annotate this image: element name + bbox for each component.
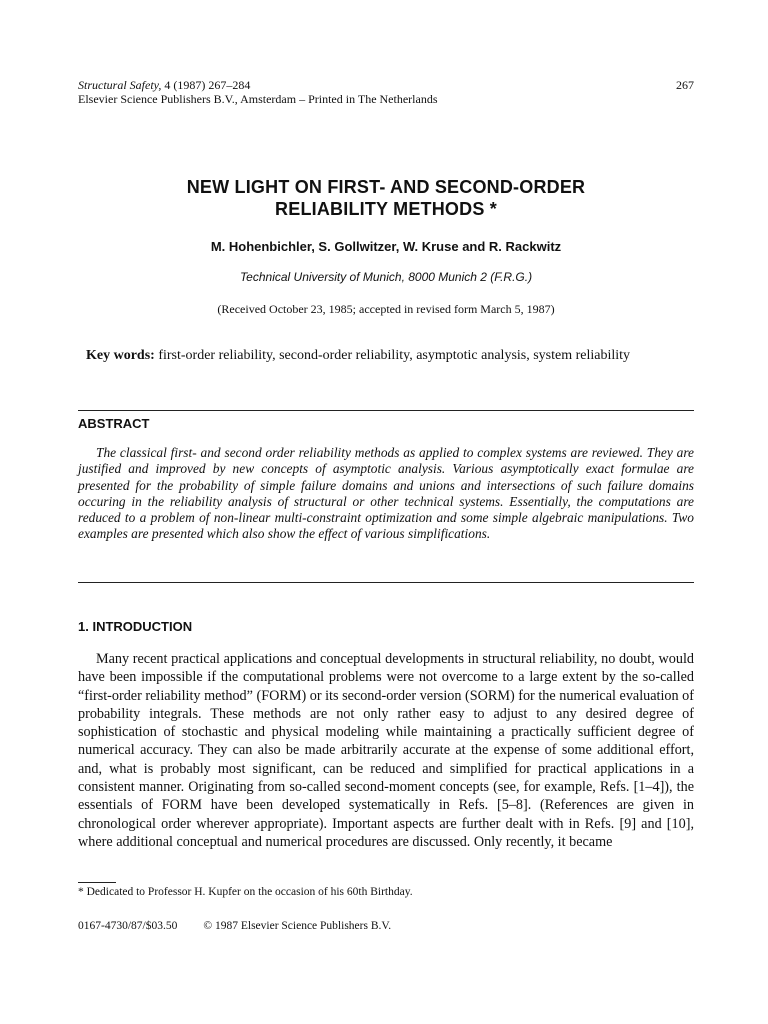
journal-citation-line — [78, 78, 694, 92]
title-line-1: NEW LIGHT ON FIRST- AND SECOND-ORDER — [186, 177, 586, 197]
abstract-heading: ABSTRACT — [78, 416, 150, 431]
journal-citation — [78, 78, 250, 92]
copyright-line — [78, 920, 391, 932]
journal-header — [78, 78, 694, 106]
abstract-top-rule — [78, 410, 694, 411]
received-dates: (Received October 23, 1985; accepted in revised form March 5, 1987) — [217, 302, 555, 316]
copyright: © 1987 Elsevier Science Publishers B.V. — [203, 920, 392, 932]
introduction-text: Many recent practical applications and conceptual developments in structural reliability, no doubt, would have been impossible if the computational problems were not overcome to a large extent by the so-called “first-order reliability method” (FORM) or its second-order version (SORM) for the numerical evaluation of probability integrals. These methods are not only rather easy to adjust to any desired degree of sophistication of stochastic and physical modeling while maintaining a practically sufficient degree of numerical accuracy. They can also be made arbitrarily accurate at the expense of some additional effort, and, what is probably most significant, can be reduced and simplified for practical applications in a consistent manner. Originating from so-called second-moment concepts (see, for example, Refs. [1–4]), the essentials of FORM have been developed systematically in Refs. [5–8]. (References are given in chronological order wherever appropriate). Important aspects are further dealt with in Refs. [9] and [10], where additional conceptual and numerical procedures are discussed. Only recently, it became — [78, 651, 694, 850]
author-list: M. Hohenbichler, S. Gollwitzer, W. Kruse and R. Rackwitz — [210, 239, 562, 254]
publisher-line: Elsevier Science Publishers B.V., Amsterdam – Printed in The Netherlands — [78, 92, 438, 106]
footnote: * Dedicated to Professor H. Kupfer on the occasion of his 60th Birthday. — [78, 886, 413, 898]
issn: 0167-4730/87/$03.50 — [78, 920, 178, 932]
footnote-rule — [78, 882, 116, 883]
keywords-text: first-order reliability, second-order reliability, asymptotic analysis, system reliability — [154, 348, 631, 363]
section-heading-introduction: 1. INTRODUCTION — [78, 619, 193, 634]
abstract-text: The classical first- and second order reliability methods as applied to complex systems are reviewed. They are justified and improved by new concepts of asymptotic analysis. Various asymptotically exact formulae are presented for the probability of simple failure domains and unions and intersections of such failure domains occuring in the reliability analysis of structural or other technical systems. Essentially, the computations are reduced to a problem of non-linear multi-constraint optimization and some simple algebraic manipulations. Two examples are presented which also show the effect of various simplifications. — [78, 445, 694, 542]
abstract-bottom-rule — [78, 582, 694, 583]
page-number: 267 — [676, 78, 694, 92]
journal-name: Structural Safety, — [78, 78, 162, 92]
title-line-2: RELIABILITY METHODS * — [275, 199, 497, 219]
keywords — [86, 348, 696, 364]
paper-title — [78, 176, 694, 220]
journal-volume-pages: 4 (1987) 267–284 — [161, 78, 251, 92]
affiliation: Technical University of Munich, 8000 Munich 2 (F.R.G.) — [239, 270, 533, 284]
keywords-label: Key words: — [86, 348, 155, 363]
